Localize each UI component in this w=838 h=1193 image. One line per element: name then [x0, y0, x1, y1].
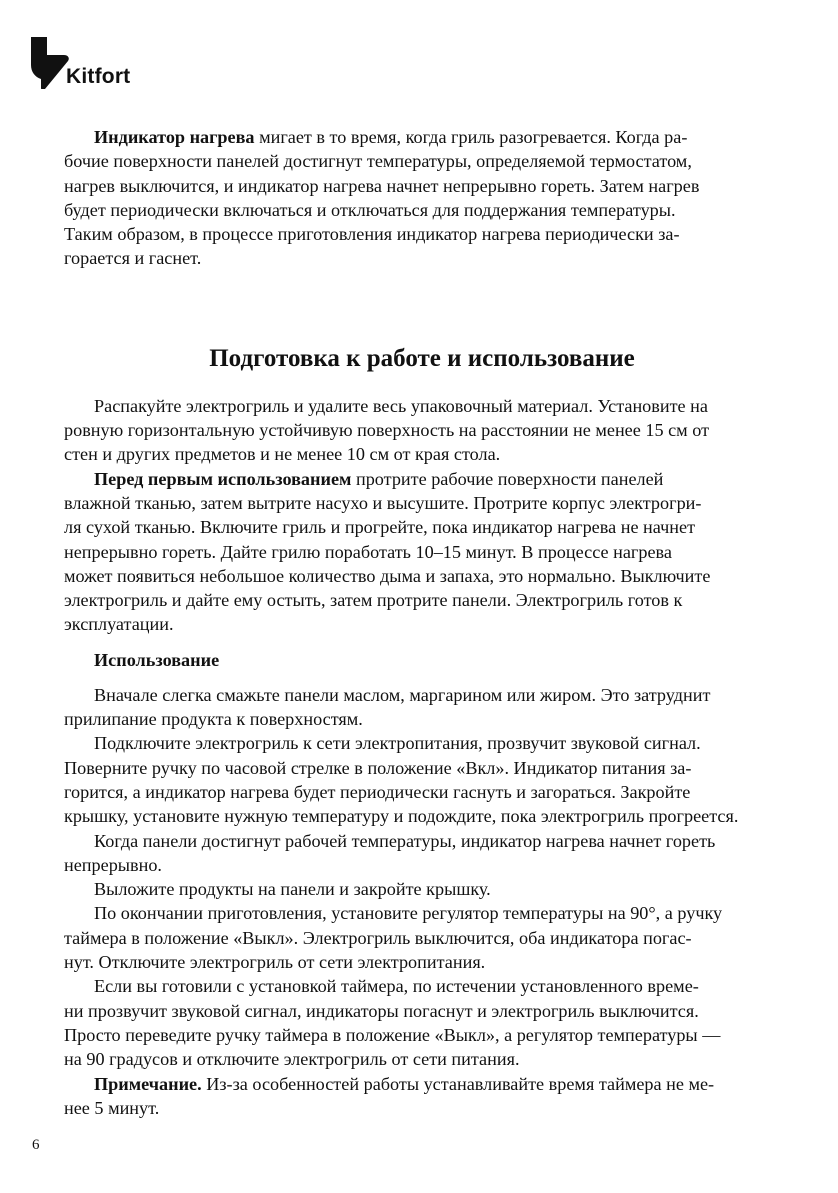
paragraph-unpack: Распакуйте электрогриль и удалите весь упаковочный материал. Установите на ровную горизонтальную устойчивую поверхность на расстоянии не менее 15 см от стен и других предметов и не менее 10 см от края стола. — [64, 395, 710, 465]
paragraph-usage-5: По окончании приготовления, установите регулятор температуры на 90°, а ручку таймера в положение «Выкл». Электрогриль выключится, оба индикатора погас- нут. Отключите электрогриль от сети электропитания. — [64, 903, 723, 973]
page-number: 6 — [32, 1137, 40, 1153]
paragraph-usage-4: Выложите продукты на панели и закройте крышку. — [94, 879, 491, 900]
document-body — [64, 125, 780, 1120]
brand-logo — [31, 37, 191, 93]
paragraph-heating-indicator: Индикатор нагрева мигает в то время, когда гриль разогревается. Когда ра- бочие поверхности панелей достигнут температуры, определяемой термостатом, нагрев выключится, и индикатор нагрева начнет непрерывно гореть. Затем нагрев будет периодически включаться и отключаться для поддержания температуры. Таким образом, в процессе приготовления индикатор нагрева периодически за- горается и гаснет. — [64, 127, 700, 269]
paragraph-usage-1: Вначале слегка смажьте панели маслом, маргарином или жиром. Это затруднит прилипание продукта к поверхностям. — [64, 684, 711, 730]
section-title: Подготовка к работе и использование — [209, 344, 635, 372]
kitfort-logo-icon — [31, 37, 71, 89]
subsection-title-usage: Использование — [94, 649, 220, 670]
paragraph-usage-2: Подключите электрогриль к сети электропитания, прозвучит звуковой сигнал. Поверните ручку по часовой стрелке в положение «Вкл». Индикатор питания за- горится, а индикатор нагрева будет периодически гаснуть и загораться. Закройте крышку, установите нужную температуру и подождите, пока электрогриль прогреется. — [64, 733, 739, 827]
term-heating-indicator: Индикатор нагрева — [94, 127, 255, 147]
term-first-use: Перед первым использованием — [94, 468, 352, 489]
brand-name: Kitfort — [66, 65, 131, 88]
paragraph-first-use: Перед первым использованием протрите рабочие поверхности панелей влажной тканью, затем вытрите насухо и высушите. Протрите корпус электрогри- ля сухой тканью. Включите гриль и прогрейте, пока индикатор нагрева не начнет непрерывно гореть. Дайте грилю поработать 10–15 минут. В процессе нагрева может появиться небольшое количество дыма и запаха, это нормально. Выключите электрогриль и дайте ему остыть, затем протрите панели. Электрогриль готов к эксплуатации. — [64, 468, 711, 635]
paragraph-note: Примечание. Из-за особенностей работы устанавливайте время таймера не ме- нее 5 минут. — [64, 1073, 715, 1118]
term-note: Примечание. — [94, 1073, 202, 1094]
paragraph-usage-6: Если вы готовили с установкой таймера, по истечении установленного време- ни прозвучит звуковой сигнал, индикаторы погаснут и электрогриль выключится. Просто переведите ручку таймера в положение «Выкл», а регулятор температуры — на 90 градусов и отключите электрогриль от сети питания. — [64, 976, 721, 1070]
paragraph-usage-3: Когда панели достигнут рабочей температуры, индикатор нагрева начнет гореть непрерывно. — [64, 830, 716, 875]
